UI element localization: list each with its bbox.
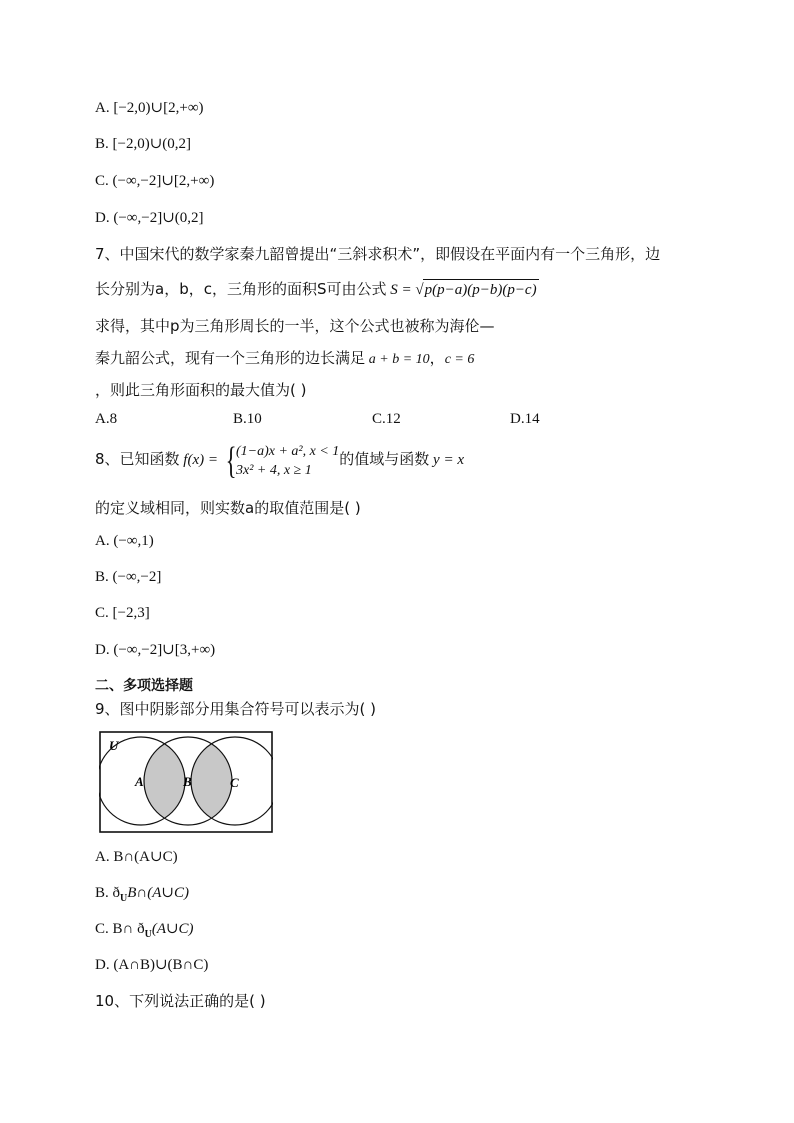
q7-condition-2: c = 6 [444, 352, 475, 367]
q8-yx: y = x [433, 452, 464, 468]
q9-option-c-prefix: C. B∩ [95, 921, 134, 937]
q8-line1 [95, 438, 464, 481]
q6-option-b [95, 134, 191, 154]
q7-separator: ， [429, 349, 445, 367]
section-title-multiple-choice: 二、多项选择题 [95, 678, 193, 694]
q9-option-c: C. B∩ $ð_U(A\cup C)$ [95, 921, 194, 940]
q7-formula-radicand: p(p−a)(p−b)(p−c) [423, 279, 539, 300]
venn-diagram [99, 731, 273, 833]
q8-option-b: B. (−∞,−2] [95, 569, 162, 585]
q6-option-c-label: C. [95, 173, 109, 189]
q7-line2-text: 长分别为a，b，c，三角形的面积S可由公式 [95, 280, 387, 298]
q6-option-a [95, 98, 204, 118]
q9-option-b-prefix: B. [95, 885, 113, 901]
q7-option-a: A.8 [95, 411, 118, 427]
q9-stem: 9、图中阴影部分用集合符号可以表示为( ) [95, 700, 377, 718]
q6-option-a-label: A. [95, 100, 110, 116]
q9-option-c-sub: U [144, 929, 152, 940]
q6-option-c-expr: (−∞,−2]∪[2,+∞) [112, 173, 215, 189]
venn-label-u: U [109, 738, 119, 753]
q7-option-d: D.14 [510, 411, 540, 427]
q8-function: f(x) = [183, 452, 218, 468]
q6-option-d-label: D. [95, 210, 110, 226]
q6-option-c [95, 171, 214, 191]
venn-label-c: C [230, 775, 239, 790]
q6-option-d-expr: (−∞,−2]∪(0,2] [113, 210, 204, 226]
q7-line5: ，则此三角形面积的最大值为( ) [95, 381, 307, 399]
q8-line2: 的定义域相同，则实数a的取值范围是( ) [95, 499, 361, 517]
q8-option-a: A. (−∞,1) [95, 533, 154, 549]
q8-case-1: (1−a)x + a², x < 1 [235, 443, 340, 459]
q7-line3: 求得，其中p为三角形周长的一半，这个公式也被称为海伦— [95, 317, 495, 335]
q6-option-b-expr: [−2,0)∪(0,2] [112, 136, 192, 152]
venn-label-b: B [183, 774, 192, 789]
q7-option-b: B.10 [233, 411, 262, 427]
q9-option-a: A. B∩(A∪C) [95, 849, 178, 865]
q8-case-2: 3x² + 4, x ≥ 1 [235, 462, 312, 478]
q6-option-b-label: B. [95, 136, 109, 152]
q6-option-d [95, 208, 204, 228]
q7-condition-1: a + b = 10 [368, 352, 430, 367]
q8-mid: 的值域与函数 [339, 450, 430, 468]
q9-option-b-sub: U [120, 893, 128, 904]
q9-option-c-expr: (A∪C) [151, 921, 194, 937]
venn-label-a: A [135, 774, 144, 789]
q8-cases [236, 442, 339, 480]
q6-option-a-expr: [−2,0)∪[2,+∞) [113, 100, 204, 116]
q10-stem: 10、下列说法正确的是( ) [95, 992, 266, 1010]
q7-line1: 7、中国宋代的数学家秦九韶曾提出“三斜求积术”，即假设在平面内有一个三角形，边 [95, 245, 661, 263]
q7-line4 [95, 348, 474, 370]
q7-line2: 长分别为a，b，c，三角形的面积S可由公式 S = √p(p−a)(p−b)(p−c) [95, 280, 537, 298]
q9-option-b: B. $ð_UB\cap(A\cup C)$ [95, 885, 189, 904]
q7-option-c: C.12 [372, 411, 401, 427]
q8-option-d: D. (−∞,−2]∪[3,+∞) [95, 642, 216, 658]
q7-line4-text: 秦九韶公式，现有一个三角形的边长满足 [95, 349, 366, 367]
q8-option-c: C. [−2,3] [95, 605, 150, 621]
q8-brace: { [225, 439, 237, 482]
q9-option-d: D. (A∩B)∪(B∩C) [95, 957, 209, 973]
q7-formula-lhs: S = [390, 282, 412, 298]
q8-prefix: 8、已知函数 [95, 450, 180, 468]
q9-option-b-expr: B∩(A∪C) [127, 885, 189, 901]
